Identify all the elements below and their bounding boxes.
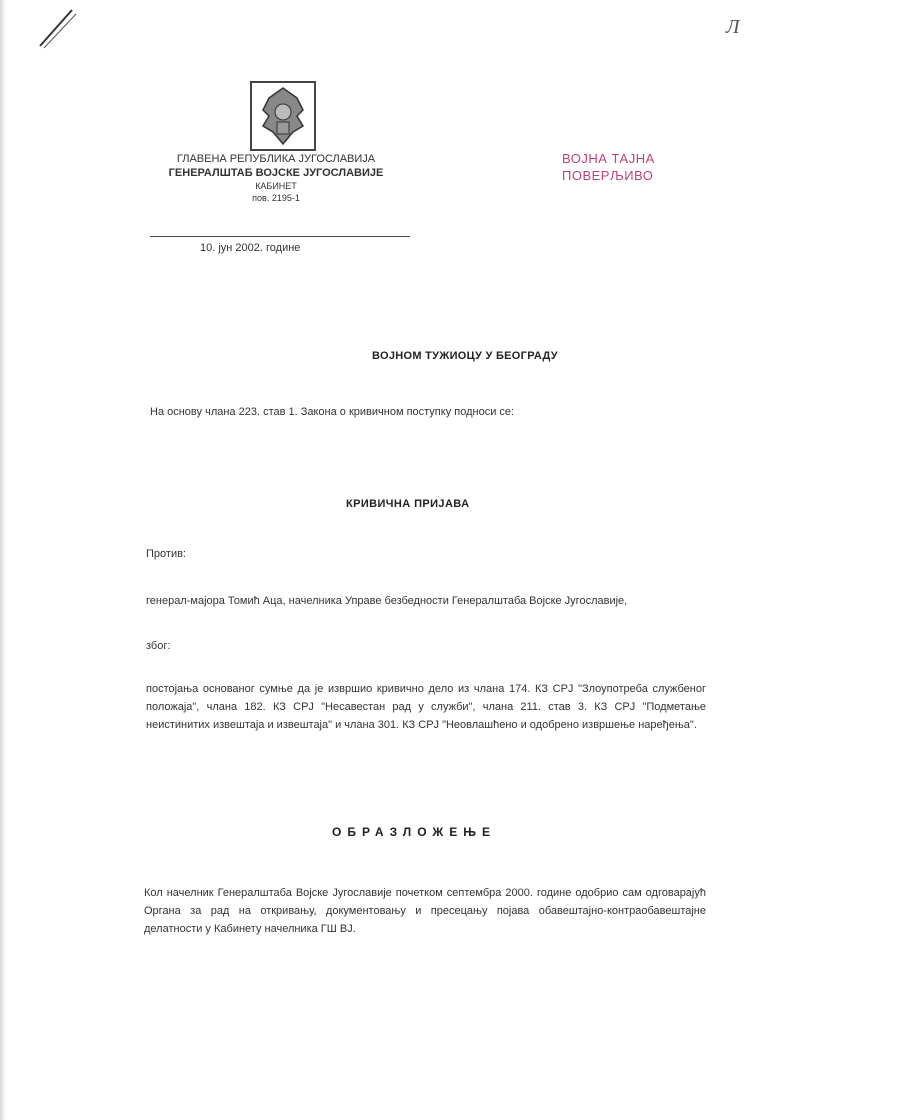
page-number: Л	[726, 16, 740, 38]
accused-paragraph: генерал-мајора Томић Аца, начелника Управе безбедности Генералштаба Војске Југославије,	[146, 595, 628, 607]
addressee: ВОЈНОМ ТУЖИОЦУ У БЕОГРАДУ	[372, 350, 558, 362]
header-line-4: пов. 2195-1	[252, 193, 300, 203]
because-label: због:	[146, 640, 171, 652]
coat-of-arms-icon	[249, 80, 317, 152]
against-label: Против:	[146, 548, 186, 560]
header-line-2: ГЕНЕРАЛШТАБ ВОЈСКЕ ЈУГОСЛАВИЈЕ	[168, 167, 384, 179]
issuer-header	[140, 152, 412, 204]
reasoning-paragraph: Кол начелник Генералштаба Војске Југославије почетком септембра 2000. године одобрио сам одговарајућ Органа за рад на откривању, документовању и пресецању појава обавештајно-контраобавештајне делатности у Кабинету начелника ГШ ВЈ.	[144, 887, 706, 935]
legal-basis: На основу члана 223. став 1. Закона о кривичном поступку подноси се:	[150, 406, 515, 418]
stamp-line-1: ВОЈНА ТАЈНА	[562, 151, 655, 166]
stamp-line-2: ПОВЕРЉИВО	[562, 168, 654, 183]
classification-stamp	[562, 150, 688, 184]
header-line-1: ГЛАВЕНА РЕПУБЛИКА ЈУГОСЛАВИЈА	[176, 153, 376, 165]
document-date: 10. јун 2002. године	[200, 242, 301, 254]
header-divider	[150, 236, 410, 237]
header-line-3: КАБИНЕТ	[255, 181, 297, 191]
charges-paragraph: постојања основаног сумње да је извршио кривично дело из члана 174. КЗ СРЈ "Злоупотреба службеног положаја", члана 182. КЗ СРЈ "Несавестан рад у служби", члана 211. став 3. КЗ СРЈ "Подметање неистинитих извештаја и извештаја" и члана 301. КЗ СРЈ "Неовлашћено и одобрено извршење наређења".	[146, 683, 706, 731]
pen-mark-icon	[36, 6, 80, 50]
section-title: ОБРАЗЛОЖЕЊЕ	[332, 825, 496, 839]
scan-edge-shadow	[0, 0, 6, 1120]
document-title: КРИВИЧНА ПРИЈАВА	[346, 498, 470, 510]
